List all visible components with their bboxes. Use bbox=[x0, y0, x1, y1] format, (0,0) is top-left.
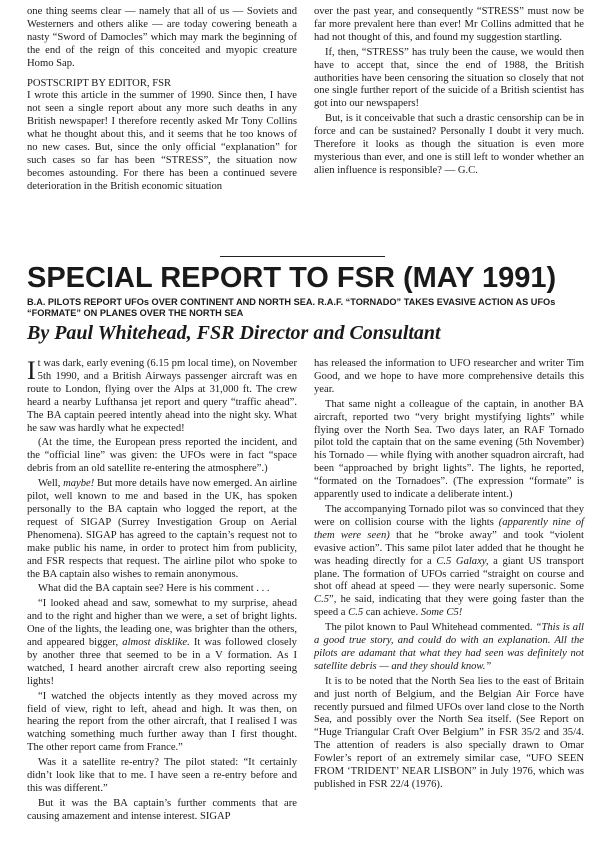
article-right-column bbox=[314, 358, 584, 794]
drop-cap: I bbox=[27, 356, 36, 385]
paragraph: over the past year, and consequently “STRESS” must now be far more prevalent here than ever! Mr Collins admitted that he had not thought of this, and found my suggestion startling. bbox=[314, 6, 584, 43]
paragraph bbox=[27, 598, 297, 688]
article-title: SPECIAL REPORT TO FSR (MAY 1991) bbox=[27, 262, 557, 294]
paragraph: “I watched the objects intently as they moved across my field of view, right to left, ahead and high. It was then, on hearing the report from the other aircraft, that I realised I was watching something much further away than I first thought. The other report came from France.” bbox=[27, 690, 297, 754]
paragraph-text: that he “broke away” and took “violent evasive action”. This same pilot later added that he thought he was heading directly for a bbox=[314, 529, 584, 567]
emphasis: (apparently nine of them were seen) bbox=[314, 516, 584, 541]
byline: By Paul Whitehead, FSR Director and Consultant bbox=[27, 322, 441, 344]
paragraph-text: It was followed closely by another three that seemed to be in a V formation. As I watched, I heard another aircraft crew also reporting seeing lights! bbox=[27, 637, 297, 687]
paragraph bbox=[314, 622, 584, 674]
paragraph-text: “I looked ahead and saw, somewhat to my surprise, ahead and to the right and higher than we were, a set of bright lights. One of the lights, the leading one, was brighter than the others, and appeared bigger, bbox=[27, 598, 297, 649]
emphasis: “This is all a good true story, and could do with an explanation. All the pilots are adamant that what they had seen was definitely not satellite debris — and they should know.” bbox=[314, 622, 584, 672]
emphasis: Some C5! bbox=[420, 607, 463, 619]
top-left-column bbox=[27, 6, 297, 196]
top-right-column bbox=[314, 6, 584, 180]
paragraph-text: Well, bbox=[38, 478, 64, 490]
paragraph bbox=[27, 478, 297, 581]
article-subtitle: B.A. PILOTS REPORT UFOs OVER CONTINENT AND NORTH SEA. R.A.F. “TORNADO” TAKES EVASIVE ACTION AS UFOs “FORMATE” ON PLANES OVER THE NORTH SEA bbox=[27, 297, 556, 318]
paragraph: I wrote this article in the summer of 1990. Since then, I have not seen a single report about any more such deaths in any British newspaper! I therefore recently asked Mr Tony Collins what he thought about this, and it seems that he too knows of no new cases. But, since the only official “explanation” for such cases so far has been “STRESS”, the situation now becomes astounding. For there has been a continued severe deterioration in the British economic situation bbox=[27, 90, 297, 192]
emphasis: maybe! bbox=[63, 478, 95, 490]
postscript-heading: POSTSCRIPT BY EDITOR, FSR bbox=[27, 77, 172, 89]
paragraph: one thing seems clear — namely that all of us — Soviets and Westerners and others alike — are today cowering beneath a nasty “Sword of Damocles” which may mark the beginning of the end of the reign of this conceited and myopic creature Homo Sap. bbox=[27, 6, 297, 69]
section-divider bbox=[220, 256, 385, 257]
paragraph-text: ”, he said, indicating that they were going faster than the speed a bbox=[314, 594, 584, 619]
paragraph: (At the time, the European press reported the incident, and the “official line” was given: the UFOs were in fact “space debris from an old satellite re-entering the atmosphere”.) bbox=[27, 437, 297, 475]
paragraph: Was it a satellite re-entry? The pilot stated: “It certainly didn’t look like that to me. I have seen a re-entry before and this was different.” bbox=[27, 757, 297, 794]
paragraph: But it was the BA captain’s further comments that are causing amazement and intense interest. SIGAP bbox=[27, 797, 297, 822]
paragraph bbox=[27, 358, 297, 435]
paragraph-text: can achieve. bbox=[363, 607, 421, 619]
paragraph: It is to be noted that the North Sea lies to the east of Britain and just north of Belgium, and the Belgian Air Force have recently pursued and filmed UFOs over land close to the North Sea, and possibly over the North Sea itself. (See Report on “Huge Triangular Craft Over Belgium” in FSR 35/2 and 35/4. The attention of readers is also specially drawn to Omar Fowler’s report of an extremely similar case, “UFO SEEN FROM ‘TRIDENT’ NEAR LISBON” in July 1976, which was published in FSR 22/4 (1976). bbox=[314, 675, 584, 790]
emphasis: C.5 bbox=[348, 607, 364, 619]
paragraph-text: The accompanying Tornado pilot was so convinced that they were on collision course with the lights bbox=[314, 503, 584, 528]
paragraph: If, then, “STRESS” has truly been the cause, we would then have to accept that, since the end of 1988, the British authorities have been censoring the situation so closely that not one single further report of the suicide of a British scientist has got into our newspapers! bbox=[314, 46, 584, 110]
emphasis: C.5 Galaxy, bbox=[436, 555, 489, 567]
paragraph-text: The pilot known to Paul Whitehead commented. bbox=[325, 622, 536, 634]
paragraph-text: t was dark, early evening (6.15 pm local time), on November 5th 1990, and a British Airways passenger aircraft was en route to London, flying over the Alps at 31,000 ft. The crew heard a nearby Lufthansa jet report and query “traffic ahead”. The BA captain peered intently ahead into the night sky. What he saw was hardly what he expected! bbox=[27, 358, 297, 434]
paragraph: But, is it conceivable that such a drastic censorship can be in force and can be sustained? Personally I doubt it very much. Therefore it looks as though the situation is even more mysterious than ever, and one is still left to wonder whether an alien influence is responsible? — G.C. bbox=[314, 113, 584, 176]
emphasis: almost disklike. bbox=[122, 637, 190, 649]
paragraph: What did the BA captain see? Here is his comment . . . bbox=[38, 583, 270, 595]
emphasis: C.5 bbox=[314, 594, 330, 606]
paragraph: That same night a colleague of the captain, in another BA aircraft, reported two “very bright mystifying lights” while flying over the North Sea. Two days later, an RAF Tornado pilot told the captain that on the same evening (5th November) his Tornado — while flying with another squadron aircraft, had been “approached by bright lights”. The lights, he reported, “formated on the Tornadoes”. (The expression “formate” is apparently used to indicate a deliberate intent.) bbox=[314, 398, 584, 501]
paragraph: has released the information to UFO researcher and writer Tim Good, and we hope to have more comprehensive details this year. bbox=[314, 358, 584, 395]
paragraph-text: But more details have now emerged. An airline pilot, well known to me and based in the UK, has spoken personally to the BA captain who logged the report, at the request of SIGAP (Surrey Investigation Group on Aerial Phenomena). SIGAP has agreed to the captain’s request not to make public his name, in order to protect him from publicity, and FSR respects that request. The airline pilot who spoke to the BA captain also wishes to remain anonymous. bbox=[27, 478, 297, 580]
paragraph bbox=[314, 504, 584, 620]
paragraph-text: a giant US transport plane. The formation of UFOs carried “straight on course and shot off ahead at speed — they were nearly supersonic. Some bbox=[314, 555, 584, 593]
article-left-column bbox=[27, 358, 297, 826]
